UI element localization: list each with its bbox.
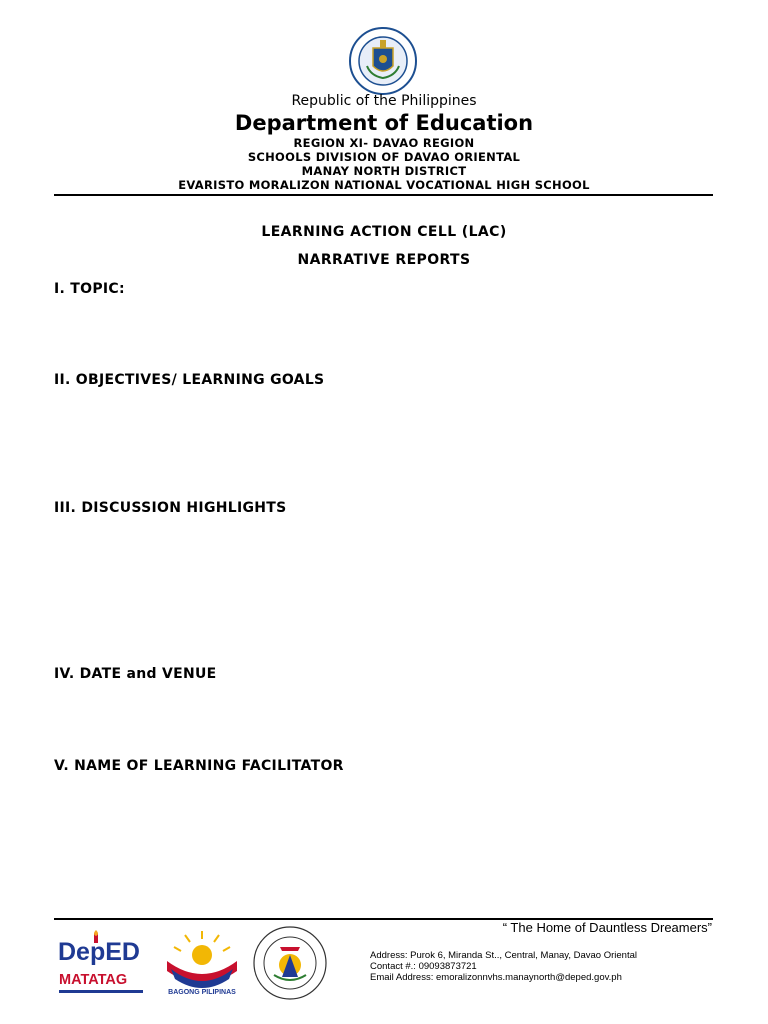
deped-logo-text: DepED	[58, 938, 140, 966]
district-line: MANAY NORTH DISTRICT	[301, 164, 467, 178]
footer-address: Address: Purok 6, Miranda St.., Central, Manay, Davao Oriental	[370, 950, 637, 961]
document-title: LEARNING ACTION CELL (LAC)	[261, 224, 507, 240]
school-seal-icon	[252, 925, 328, 1001]
school-motto: “ The Home of Dauntless Dreamers”	[502, 920, 712, 935]
footer-email: Email Address: emoralizonnvhs.manaynorth@deped.gov.ph	[370, 972, 622, 983]
section-discussion: III. DISCUSSION HIGHLIGHTS	[54, 500, 287, 516]
deped-seal-icon	[347, 26, 419, 96]
region-line: REGION XI- DAVAO REGION	[293, 136, 475, 150]
footer-contact: Contact #.: 09093873721	[370, 961, 477, 972]
section-objectives: II. OBJECTIVES/ LEARNING GOALS	[54, 372, 325, 388]
republic-line: Republic of the Philippines	[291, 93, 477, 109]
bagong-pilipinas-logo	[157, 925, 247, 1001]
school-line: EVARISTO MORALIZON NATIONAL VOCATIONAL HIGH SCHOOL	[178, 178, 590, 192]
matatag-logo-text: MATATAG	[59, 972, 128, 988]
header-divider	[54, 194, 713, 196]
bagong-pilipinas-text: BAGONG PILIPINAS	[168, 989, 236, 996]
section-date-venue: IV. DATE and VENUE	[54, 666, 217, 682]
section-topic: I. TOPIC:	[54, 281, 125, 297]
section-facilitator: V. NAME OF LEARNING FACILITATOR	[54, 758, 344, 774]
division-line: SCHOOLS DIVISION OF DAVAO ORIENTAL	[247, 150, 521, 164]
department-title: Department of Education	[234, 111, 534, 135]
deped-matatag-logo	[56, 928, 146, 998]
matatag-underline	[59, 990, 143, 993]
document-subtitle: NARRATIVE REPORTS	[297, 252, 471, 268]
